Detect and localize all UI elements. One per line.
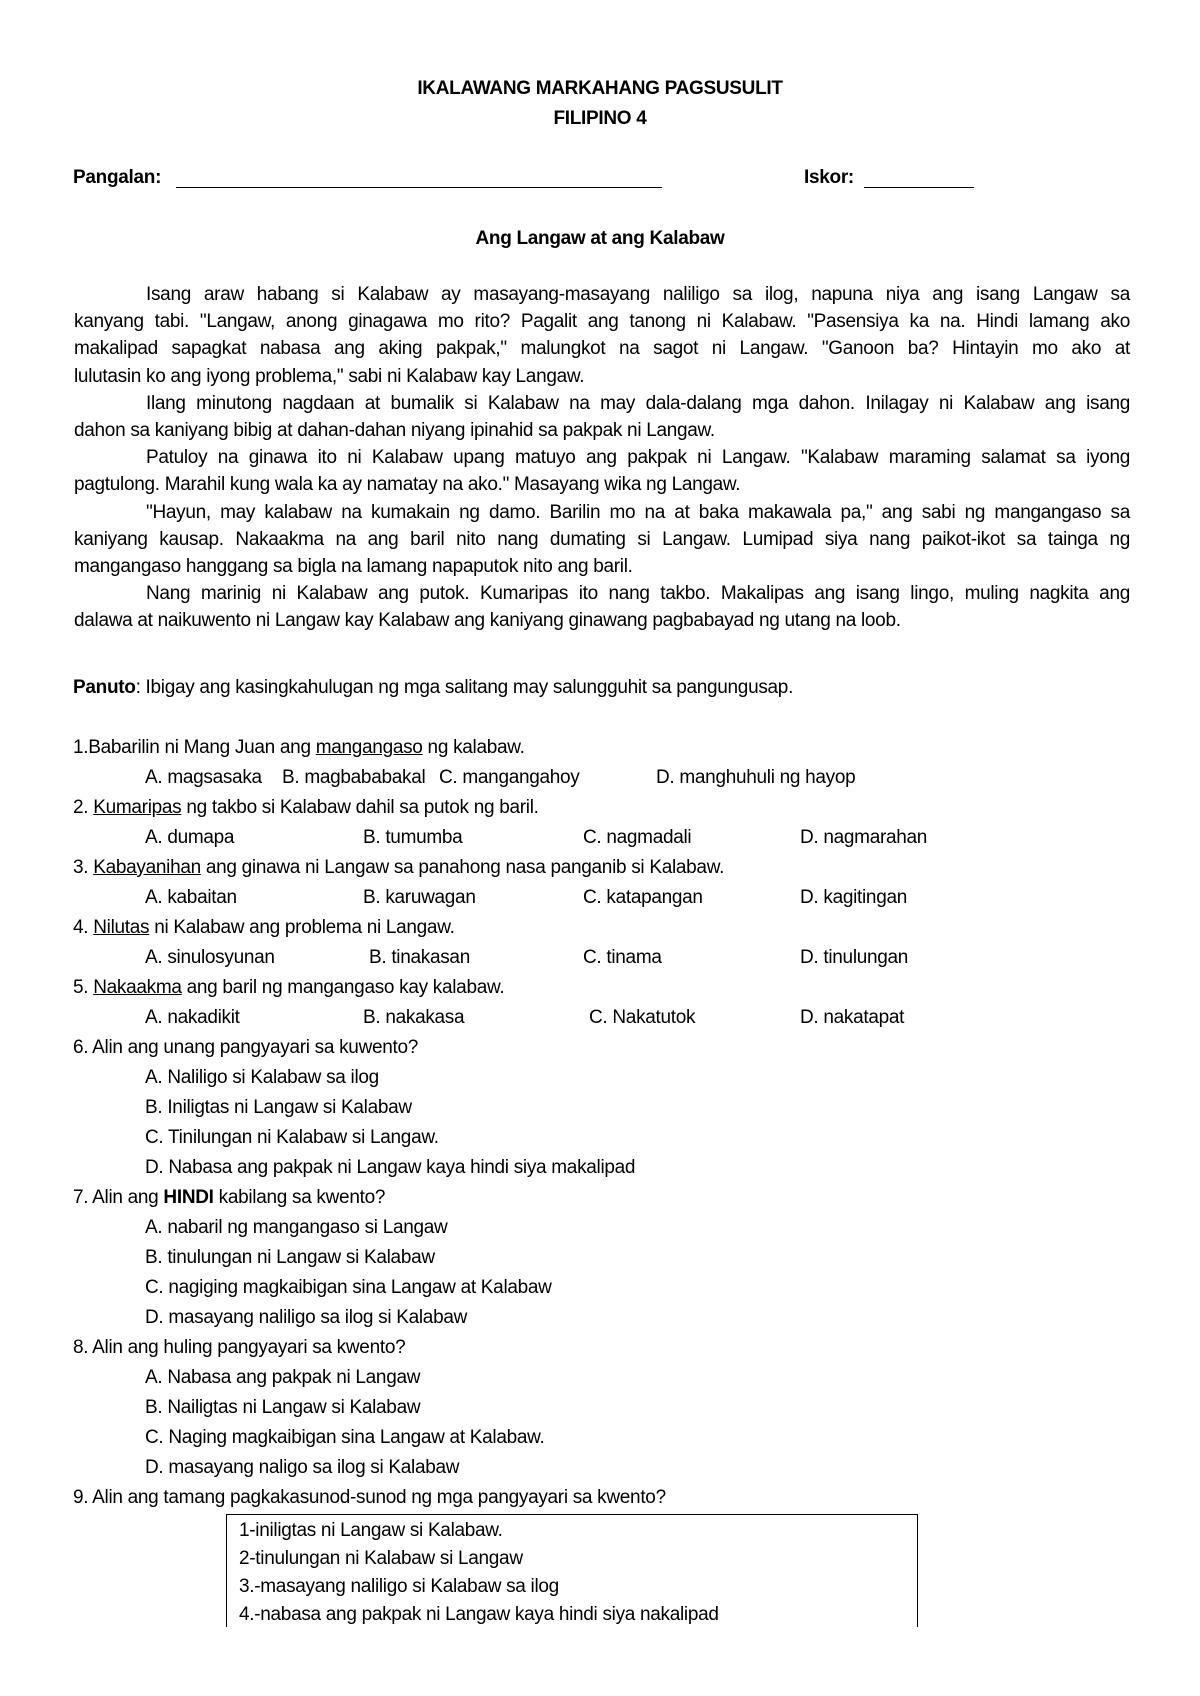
- question-6: 6. Alin ang unang pangyayari sa kuwento?: [73, 1037, 419, 1058]
- story-title: Ang Langaw at ang Kalabaw: [475, 228, 725, 249]
- choice-7b[interactable]: B. tinulungan ni Langaw si Kalabaw: [145, 1247, 435, 1268]
- question-4: 4. Nilutas ni Kalabaw ang problema ni Langaw.: [73, 917, 455, 938]
- choice-4a[interactable]: A. sinulosyunan: [145, 947, 275, 968]
- story-line: Ilang minutong nagdaan at bumalik si Kalabaw na may dala-dalang mga dahon. Inilagay ni Kalabaw ang isang: [146, 392, 1130, 414]
- choice-5c[interactable]: C. Nakatutok: [589, 1007, 696, 1028]
- choice-5b[interactable]: B. nakakasa: [363, 1007, 465, 1028]
- choice-8c[interactable]: C. Naging magkaibigan sina Langaw at Kalabaw.: [145, 1427, 545, 1448]
- story-line: pagtulong. Marahil kung wala ka ay namatay na ako." Masayang wika ng Langaw.: [74, 474, 741, 496]
- choice-6b[interactable]: B. Iniligtas ni Langaw si Kalabaw: [145, 1097, 412, 1118]
- story-line: dalawa at naikuwento ni Langaw kay Kalabaw ang kaniyang ginawang pagbabayad ng utang na loob.: [74, 610, 901, 632]
- story-line: Nang marinig ni Kalabaw ang putok. Kumaripas ito nang takbo. Makalipas ang isang lingo, muling nagkita ang: [146, 583, 1130, 605]
- choice-1b[interactable]: B. magbababakal: [282, 767, 426, 788]
- score-label: Iskor:: [804, 167, 854, 188]
- choice-2a[interactable]: A. dumapa: [145, 827, 235, 848]
- story-line: Patuloy na ginawa ito ni Kalabaw upang matuyo ang pakpak ni Langaw. "Kalabaw maraming salamat sa iyong: [146, 447, 1130, 469]
- underlined-word: mangangaso: [315, 737, 423, 758]
- choice-6c[interactable]: C. Tinilungan ni Kalabaw si Langaw.: [145, 1127, 439, 1148]
- emphasis-word: HINDI: [163, 1187, 214, 1208]
- question-8: 8. Alin ang huling pangyayari sa kwento?: [73, 1337, 406, 1358]
- story-line: Isang araw habang si Kalabaw ay masayang-masayang naliligo sa ilog, napuna niya ang isang Langaw sa: [146, 284, 1130, 305]
- name-blank[interactable]: [176, 187, 662, 188]
- sequence-item: 2-tinulungan ni Kalabaw si Langaw: [239, 1548, 523, 1569]
- question-5: 5. Nakaakma ang baril ng mangangaso kay kalabaw.: [73, 977, 505, 998]
- choice-3b[interactable]: B. karuwagan: [363, 887, 476, 908]
- score-blank[interactable]: [864, 187, 974, 188]
- choice-6a[interactable]: A. Naliligo si Kalabaw sa ilog: [145, 1067, 379, 1088]
- question-2: 2. Kumaripas ng takbo si Kalabaw dahil sa putok ng baril.: [73, 797, 539, 818]
- story-text: [74, 281, 1130, 634]
- instructions-label: Panuto: [73, 677, 136, 698]
- choice-4c[interactable]: C. tinama: [583, 947, 662, 968]
- choice-1d[interactable]: D. manghuhuli ng hayop: [656, 767, 856, 788]
- story-line: kanyang tabi. "Langaw, anong ginagawa mo rito? Pagalit ang tanong ni Kalabaw. "Pasensiya ka na. Hindi lamang ako: [74, 311, 1130, 333]
- question-3: 3. Kabayanihan ang ginawa ni Langaw sa panahong nasa panganib si Kalabaw.: [73, 857, 725, 878]
- choice-6d[interactable]: D. Nabasa ang pakpak ni Langaw kaya hindi siya makalipad: [145, 1157, 636, 1178]
- story-line: lulutasin ko ang iyong problema," sabi ni Kalabaw kay Langaw.: [74, 365, 585, 387]
- underlined-word: Kumaripas: [93, 797, 182, 818]
- story-line: mangangaso hanggang sa bigla na lamang napaputok nito ang baril.: [74, 555, 633, 577]
- question-9: 9. Alin ang tamang pagkakasunod-sunod ng mga pangyayari sa kwento?: [73, 1487, 666, 1508]
- story-line: "Hayun, may kalabaw na kumakain ng damo. Barilin mo na at baka makawala pa," ang sabi ng mangangaso sa: [146, 501, 1130, 523]
- sequence-box: [226, 1514, 918, 1627]
- choice-4d[interactable]: D. tinulungan: [800, 947, 909, 968]
- sequence-item: 3.-masayang naliligo si Kalabaw sa ilog: [239, 1576, 559, 1597]
- choice-4b[interactable]: B. tinakasan: [369, 947, 470, 968]
- choice-3a[interactable]: A. kabaitan: [145, 887, 237, 908]
- choice-3d[interactable]: D. kagitingan: [800, 887, 908, 908]
- choice-7c[interactable]: C. nagiging magkaibigan sina Langaw at Kalabaw: [145, 1277, 552, 1298]
- choice-8d[interactable]: D. masayang naligo sa ilog si Kalabaw: [145, 1457, 460, 1478]
- story-line: makalipad sapagkat nabasa ang aking pakpak," malungkot na sagot ni Langaw. "Ganoon ba? Hintayin mo ako at: [74, 338, 1130, 360]
- choice-2d[interactable]: D. nagmarahan: [800, 827, 928, 848]
- story-line: kaniyang kausap. Nakaakma na ang baril nito nang dumating si Langaw. Lumipad siya nang paikot-ikot sa tainga ng: [74, 528, 1130, 550]
- underlined-word: Nakaakma: [93, 977, 182, 998]
- choice-8a[interactable]: A. Nabasa ang pakpak ni Langaw: [145, 1367, 421, 1388]
- choice-5a[interactable]: A. nakadikit: [145, 1007, 240, 1028]
- choice-2c[interactable]: C. nagmadali: [583, 827, 692, 848]
- choice-8b[interactable]: B. Nailigtas ni Langaw si Kalabaw: [145, 1397, 421, 1418]
- exam-subject: FILIPINO 4: [553, 108, 647, 129]
- choice-7d[interactable]: D. masayang naliligo sa ilog si Kalabaw: [145, 1307, 468, 1328]
- question-7: 7. Alin ang HINDI kabilang sa kwento?: [73, 1187, 386, 1208]
- choice-1a[interactable]: A. magsasaka: [145, 767, 262, 788]
- instructions: [73, 676, 793, 700]
- choice-7a[interactable]: A. nabaril ng mangangaso si Langaw: [145, 1217, 448, 1238]
- underlined-word: Kabayanihan: [93, 857, 201, 878]
- question-1: 1.Babarilin ni Mang Juan ang mangangaso ng kalabaw.: [73, 737, 525, 758]
- name-label: Pangalan:: [73, 167, 162, 188]
- sequence-item: 4.-nabasa ang pakpak ni Langaw kaya hindi siya nakalipad: [239, 1604, 719, 1625]
- exam-title: IKALAWANG MARKAHANG PAGSUSULIT: [417, 78, 783, 99]
- sequence-item: 1-iniligtas ni Langaw si Kalabaw.: [239, 1520, 503, 1541]
- choice-5d[interactable]: D. nakatapat: [800, 1007, 905, 1028]
- story-line: dahon sa kaniyang bibig at dahan-dahan niyang ipinahid sa pakpak ni Langaw.: [74, 419, 715, 441]
- choice-3c[interactable]: C. katapangan: [583, 887, 703, 908]
- choice-2b[interactable]: B. tumumba: [363, 827, 463, 848]
- underlined-word: Nilutas: [93, 917, 150, 938]
- choice-1c[interactable]: C. mangangahoy: [439, 767, 580, 788]
- instructions-text: : Ibigay ang kasingkahulugan ng mga salitang may salungguhit sa pangungusap.: [135, 677, 794, 698]
